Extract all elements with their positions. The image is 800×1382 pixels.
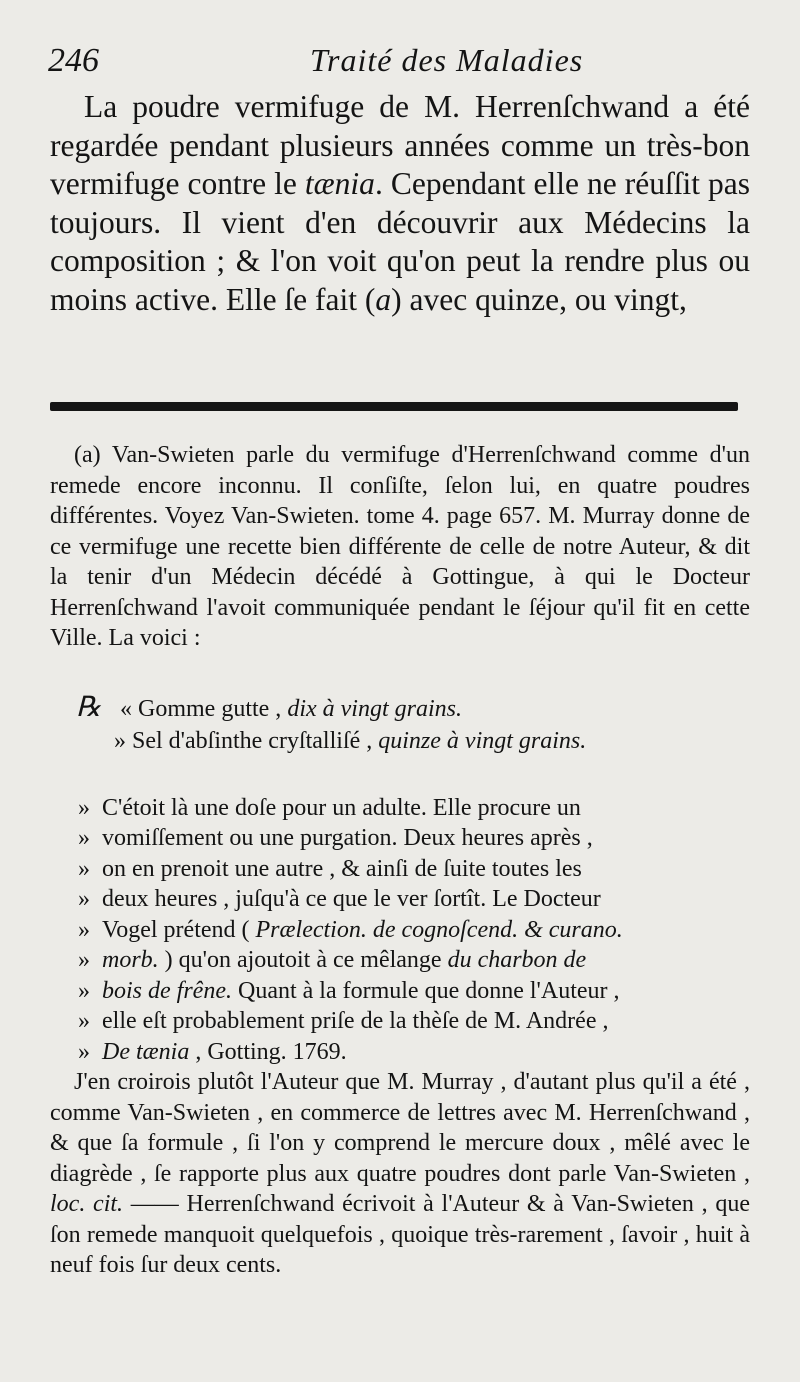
footnote <box>50 440 750 1281</box>
page-header <box>48 42 748 86</box>
quoted-line: » bois de frêne. Quant à la formule que donne l'Auteur , <box>50 976 750 1007</box>
recipe-block <box>50 692 750 757</box>
page-number: 246 <box>48 42 99 79</box>
quote-mark: » <box>78 794 90 821</box>
italic-text: loc. cit. <box>50 1191 124 1217</box>
recipe-line-2 <box>50 725 750 757</box>
italic-text: du charbon de <box>447 947 587 973</box>
recipe-line-2-dose: quinze à vingt grains. <box>378 727 587 754</box>
italic-text: bois de frêne. <box>102 977 232 1004</box>
running-title: Traité des Maladies <box>310 42 584 78</box>
main-paragraph: La poudre vermifuge de M. Herrenſchwand a été regardée pendant plusieurs années comme un très-bon vermifuge contre le tænia. Cependant elle ne réuſſit pas toujours. Il vient d'en découvrir aux Médecins la composition ; & l'on voit qu'on peut la rendre plus ou moins active. Elle ſe fait (a) avec quinze, ou vingt, <box>50 89 750 317</box>
recipe-line-1 <box>50 692 750 725</box>
quote-mark: » <box>78 1038 90 1065</box>
italic-text: morb. <box>102 947 159 973</box>
quoted-line: » on en prenoit une autre , & ainſi de ſuite toutes les <box>50 854 750 885</box>
quoted-block <box>50 793 750 1068</box>
quote-mark: » <box>78 916 90 943</box>
closing-paragraph: J'en croirois plutôt l'Auteur que M. Murray , d'autant plus qu'il a été , comme Van-Swieten , en commerce de lettres avec M. Herrenſchwand , & que ſa formule , ſi l'on y comprend le mercure doux , mêlé avec le diagrède , ſe rapporte plus aux quatre poudres dont parle Van-Swieten , loc. cit. —— Herrenſchwand écrivoit à l'Auteur & à Van-Swieten , que ſon remede manquoit quelquefois , quoique très-rarement , ſavoir , huit à neuf fois ſur deux cents. <box>50 1069 750 1278</box>
quote-mark: » <box>78 947 90 973</box>
quote-mark: » <box>78 825 90 851</box>
quote-mark: » <box>78 977 90 1004</box>
quote-mark: » <box>78 886 90 912</box>
recipe-symbol-icon: ℞ <box>76 691 102 723</box>
footnote-rule <box>50 402 738 411</box>
recipe-line-2-text: » Sel d'abſinthe cryſtalliſé , <box>114 727 373 754</box>
italic-term: tænia <box>304 166 375 201</box>
quoted-line: » elle eſt probablement priſe de la thèſe de M. Andrée , <box>50 1006 750 1037</box>
quote-mark: » <box>78 855 90 882</box>
italic-text: Prælection. de cognoſcend. & curano. <box>255 916 623 943</box>
italic-text: De tænia <box>102 1038 190 1065</box>
footnote-intro: (a) Van-Swieten parle du vermifuge d'Herrenſchwand comme d'un remede encore inconnu. Il conſiſte, ſelon lui, en quatre poudres différentes. Voyez Van-Swieten. tome 4. page 657. M. Murray donne de ce vermifuge une recette bien différente de celle de notre Auteur, & dit la tenir d'un Médecin décédé à Gottingue, à qui le Docteur Herrenſchwand l'avoit communiquée pendant le ſéjour qu'il fit en cette Ville. La voici : <box>50 442 750 651</box>
recipe-line-1-dose: dix à vingt grains. <box>287 695 462 722</box>
quoted-line: » Vogel prétend ( Prælection. de cognoſcend. & curano. <box>50 915 750 946</box>
quoted-line: » C'étoit là une doſe pour un adulte. Elle procure un <box>50 793 750 824</box>
quoted-line: » morb. ) qu'on ajoutoit à ce mêlange du charbon de <box>50 945 750 976</box>
footnote-marker: a <box>375 281 392 317</box>
main-text <box>50 88 750 319</box>
quoted-line: » De tænia , Gotting. 1769. <box>50 1037 750 1068</box>
recipe-line-1-text: « Gomme gutte , <box>120 695 282 722</box>
quoted-line: » vomiſſement ou une purgation. Deux heures après , <box>50 823 750 854</box>
quote-mark: » <box>78 1008 90 1034</box>
quoted-line: » deux heures , juſqu'à ce que le ver ſortît. Le Docteur <box>50 884 750 915</box>
